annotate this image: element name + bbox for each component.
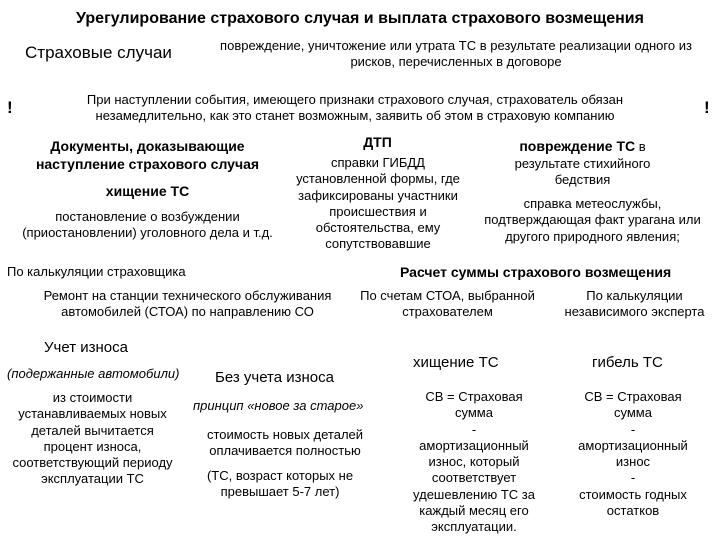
accident-documents-heading: ДТП [363, 134, 392, 150]
loss-formula-heading: гибель ТС [592, 354, 663, 371]
insurer-calculation-label: По калькуляции страховщика [7, 264, 186, 279]
documents-heading: Документы, доказывающие наступление страхового случая [35, 138, 260, 172]
insured-events-label: Страховые случаи [25, 43, 172, 62]
wear-note: (подержанные автомобили) [7, 366, 180, 381]
notice-mark-left: ! [7, 98, 13, 117]
no-wear-heading: Без учета износа [215, 369, 334, 386]
insured-events-definition: повреждение, уничтожение или утрата ТС в результате реализации одного из рисков, перечисленных в договоре [220, 38, 692, 70]
theft-formula: СВ = Страховая сумма - амортизационный износ, который соответствует удешевлению ТС за каждый месяц его эксплуатации. [413, 389, 535, 534]
wear-heading: Учет износа [44, 339, 128, 356]
accident-documents-text: справки ГИБДД установленной формы, где зафиксированы участники происшествия и обстоятельства, ему сопутствовавшие [296, 155, 460, 252]
wear-text: из стоимости устанавливаемых новых деталей вычитается процент износа, соответствующий периоду эксплуатации ТС [12, 390, 173, 487]
damage-heading-rest: в результате стихийного бедствия [514, 139, 651, 187]
no-wear-principle: принцип «новое за старое» [193, 398, 364, 413]
no-wear-condition: (ТС, возраст которых не превышает 5-7 лет) [206, 468, 354, 500]
page-title: Урегулирование страхового случая и выплата страхового возмещения [76, 10, 644, 27]
notice-text: При наступлении события, имеющего признаки страхового случая, страхователь обязан незамедлительно, как это станет возможным, заявить об этом в страховую компанию [86, 92, 624, 124]
theft-documents-heading: хищение ТС [105, 183, 190, 199]
damage-documents-heading [500, 138, 665, 188]
theft-formula-heading: хищение ТС [413, 354, 499, 371]
notice-mark-right: ! [704, 98, 710, 117]
no-wear-text: стоимость новых деталей оплачивается полностью [206, 427, 364, 459]
theft-documents-text: постановление о возбуждении (приостановлении) уголовного дела и т.д. [22, 209, 273, 241]
damage-documents-text: справка метеослужбы, подтверждающая факт урагана или другого природного явления; [484, 196, 701, 244]
damage-heading-bold: повреждение ТС [519, 138, 636, 154]
loss-formula: СВ = Страховая сумма - амортизационный износ - стоимость годных остатков [578, 389, 688, 518]
service-station-repair: Ремонт на станции технического обслуживания автомобилей (СТОА) по направлению СО [43, 288, 332, 320]
calculation-heading: Расчет суммы страхового возмещения [400, 264, 672, 280]
sto-invoices: По счетам СТОА, выбранной страхователем [360, 288, 535, 320]
expert-calculation: По калькуляции независимого эксперта [564, 288, 705, 320]
